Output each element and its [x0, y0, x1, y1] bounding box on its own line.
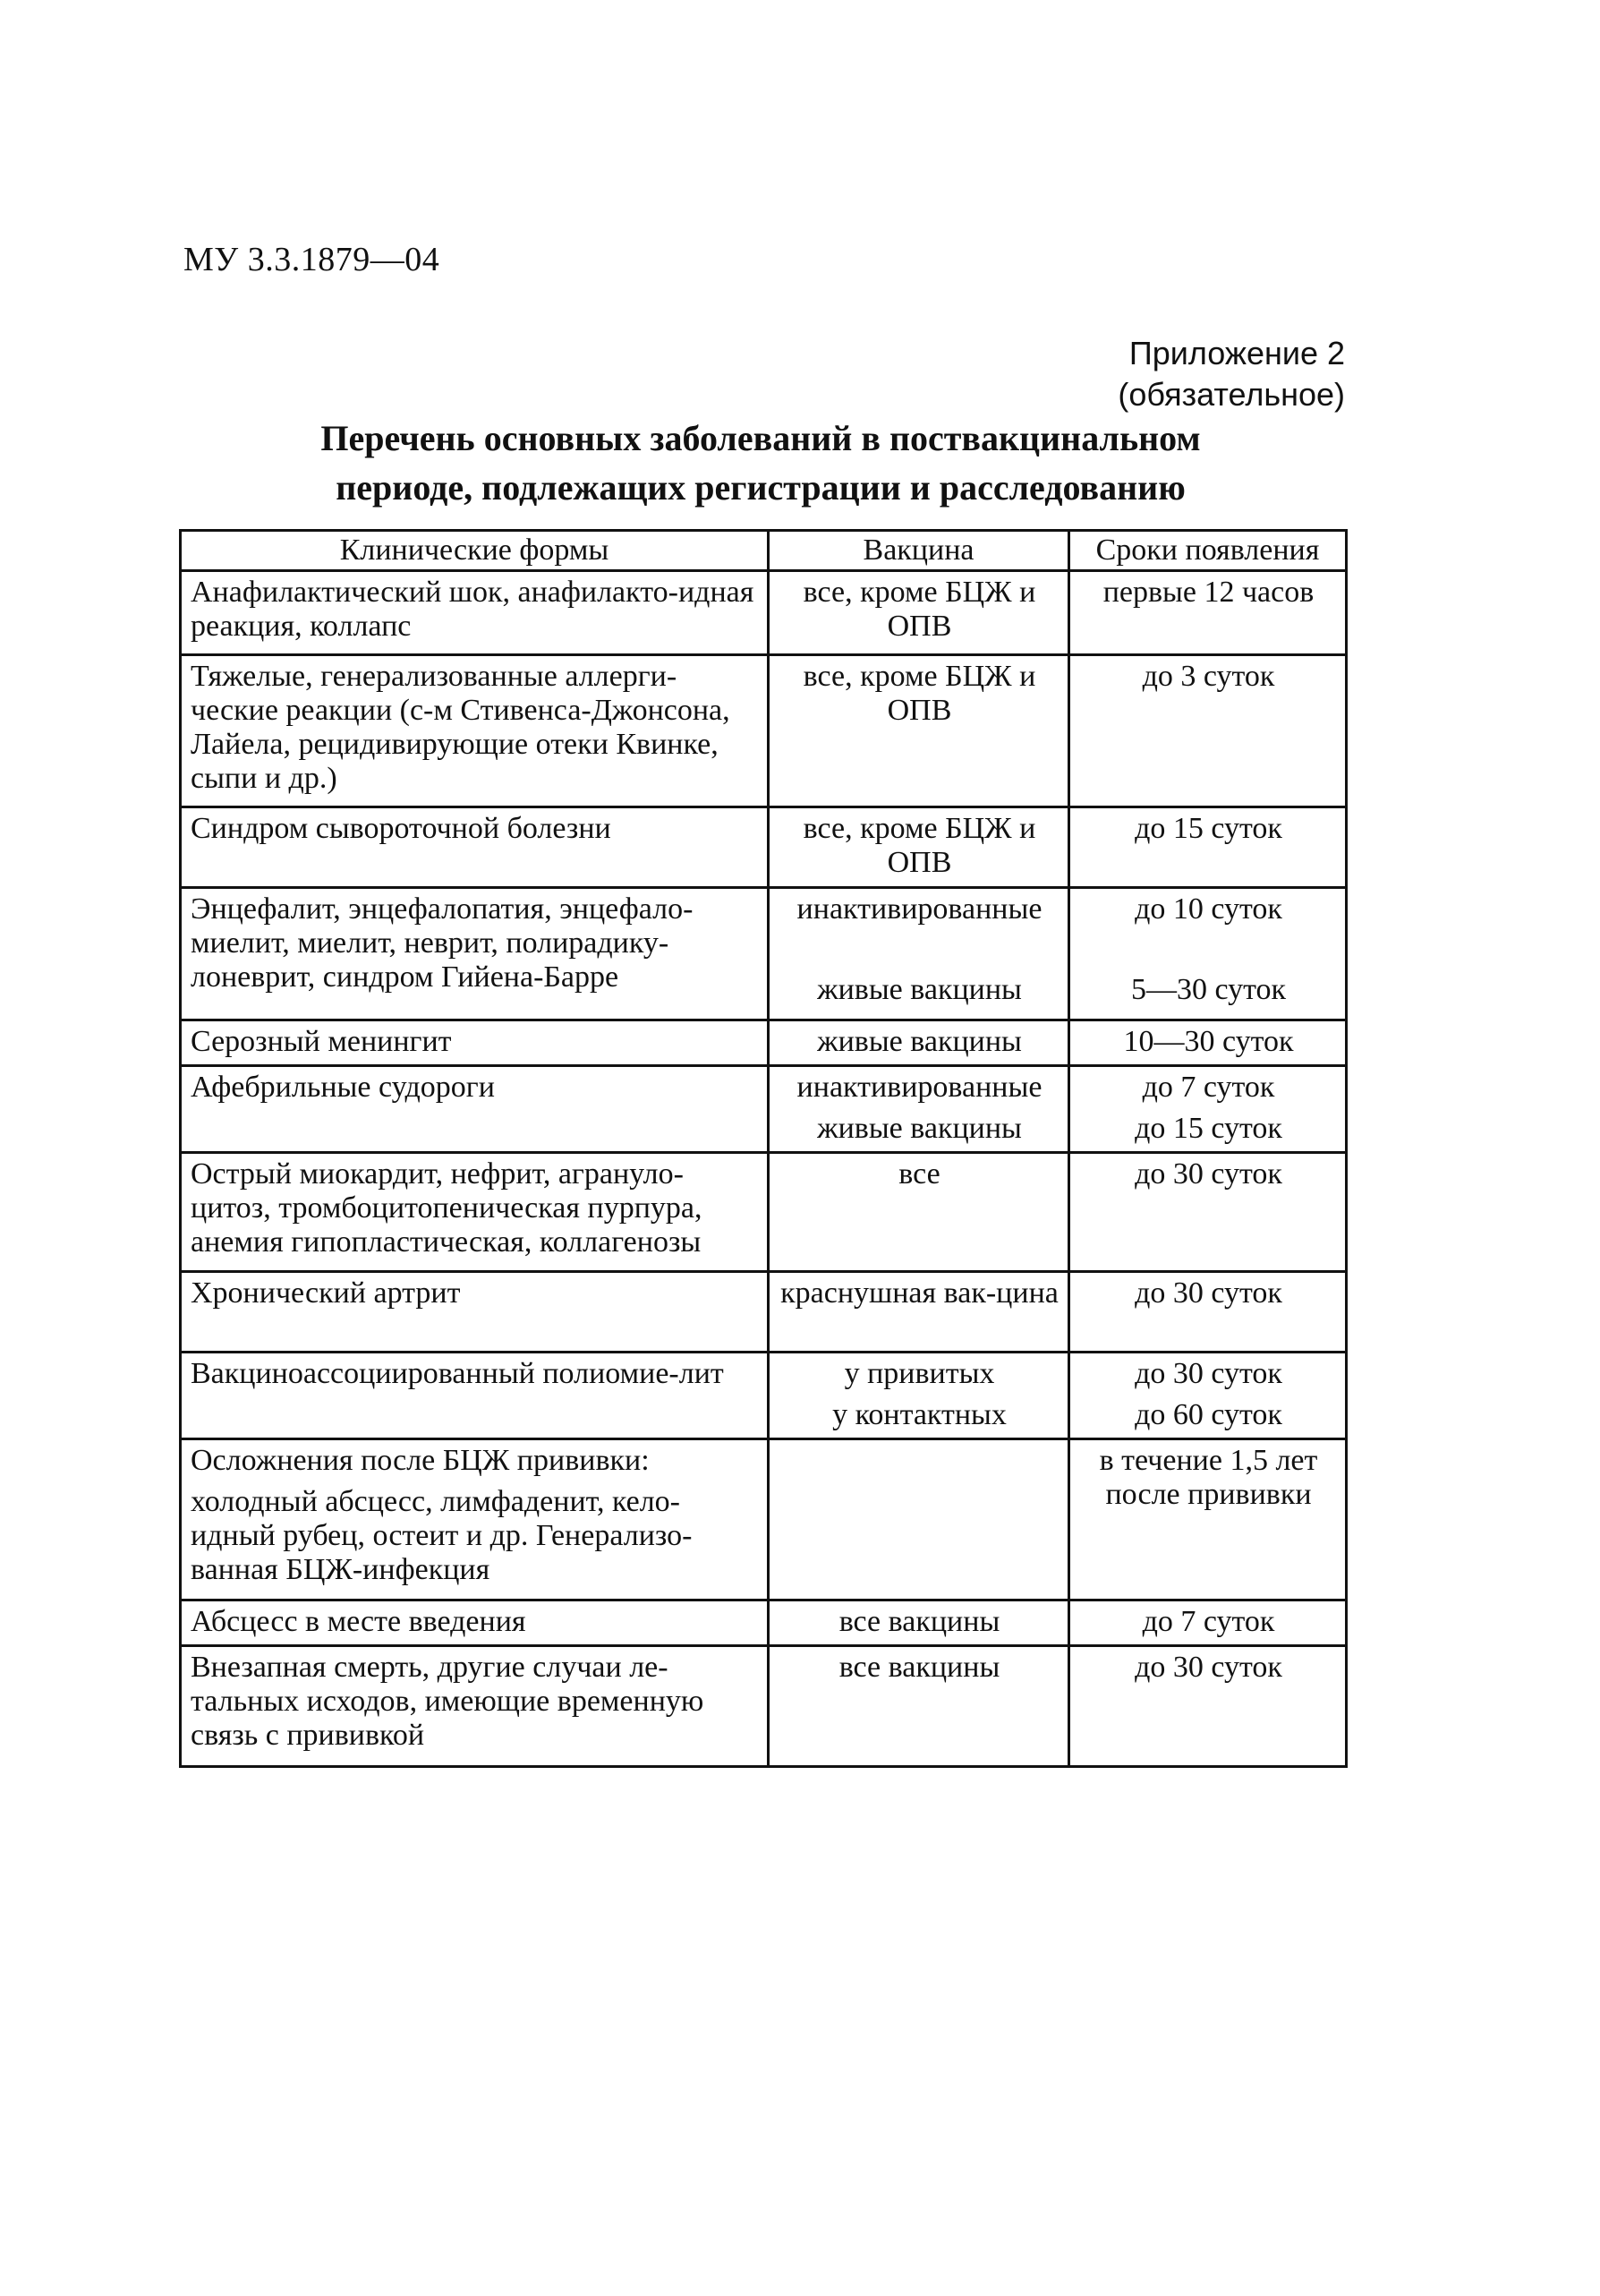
- column-header-vaccine: Вакцина: [769, 531, 1069, 571]
- column-header-forms: Клинические формы: [181, 531, 769, 571]
- table-row: [181, 1272, 1347, 1353]
- form-heading: Осложнения после БЦЖ прививки:: [191, 1444, 650, 1477]
- cell-vaccine: все, кроме БЦЖ и ОПВ: [769, 807, 1069, 888]
- vaccine-inactivated: инактивированные: [796, 892, 1043, 926]
- cell-term: до 30 суток: [1069, 1646, 1347, 1767]
- term-contacts: до 60 суток: [1135, 1398, 1282, 1431]
- cell-term: до 7 суток: [1069, 1600, 1347, 1646]
- cell-form: Энцефалит, энцефалопатия, энцефало-миелит, миелит, неврит, полирадику-лоневрит, синдром Гийена-Барре: [181, 888, 769, 1020]
- cell-vaccine: [769, 1066, 1069, 1153]
- vaccine-contacts: у контактных: [832, 1398, 1007, 1431]
- table-row: [181, 1353, 1347, 1439]
- cell-form: Абсцесс в месте введения: [181, 1600, 769, 1646]
- title-line-2: периоде, подлежащих регистрации и расследованию: [336, 467, 1186, 508]
- column-header-term: Сроки появления: [1069, 531, 1347, 571]
- table-row: [181, 655, 1347, 807]
- appendix-status: (обязательное): [1118, 376, 1345, 413]
- cell-vaccine: [769, 1353, 1069, 1439]
- cell-vaccine: все: [769, 1153, 1069, 1272]
- cell-vaccine: живые вакцины: [769, 1020, 1069, 1066]
- appendix-label: [1118, 333, 1345, 415]
- table-row: [181, 888, 1347, 1020]
- appendix-number: Приложение 2: [1128, 335, 1345, 371]
- cell-vaccine: все, кроме БЦЖ и ОПВ: [769, 571, 1069, 655]
- table-row: [181, 1439, 1347, 1600]
- cell-term: до 30 суток: [1069, 1153, 1347, 1272]
- cell-form: Тяжелые, генерализованные аллерги-ческие реакции (с-м Стивенса-Джонсона, Лайела, рецидивирующие отеки Квинке, сыпи и др.): [181, 655, 769, 807]
- vaccine-live: живые вакцины: [817, 1112, 1022, 1145]
- term-inactivated: до 10 суток: [1135, 892, 1282, 926]
- cell-term: 10—30 суток: [1069, 1020, 1347, 1066]
- table-header-row: [181, 531, 1347, 571]
- table-row: [181, 1066, 1347, 1153]
- form-detail: холодный абсцесс, лимфаденит, кело-идный рубец, остеит и др. Генерализо-ванная БЦЖ-инфекция: [191, 1485, 693, 1586]
- cell-form: Афебрильные судороги: [181, 1066, 769, 1153]
- term-live: 5—30 суток: [1130, 973, 1287, 1006]
- cell-form: Анафилактический шок, анафилакто-идная реакция, коллапс: [181, 571, 769, 655]
- table-row: [181, 1153, 1347, 1272]
- cell-form: Серозный менингит: [181, 1020, 769, 1066]
- term-vaccinated: до 30 суток: [1135, 1357, 1282, 1390]
- term-inactivated: до 7 суток: [1142, 1071, 1275, 1104]
- table-row: [181, 807, 1347, 888]
- table-row: [181, 571, 1347, 655]
- table-row: [181, 1020, 1347, 1066]
- title-line-1: Перечень основных заболеваний в поствакцинальном: [320, 418, 1201, 458]
- cell-form: Внезапная смерть, другие случаи ле-тальных исходов, имеющие временную связь с прививкой: [181, 1646, 769, 1767]
- document-code: МУ 3.3.1879—04: [183, 241, 440, 278]
- cell-vaccine: [769, 888, 1069, 1020]
- registration-table: [179, 529, 1348, 1768]
- cell-term: [1069, 1353, 1347, 1439]
- cell-vaccine: все вакцины: [769, 1600, 1069, 1646]
- vaccine-vaccinated: у привитых: [844, 1357, 995, 1390]
- cell-term: до 3 суток: [1069, 655, 1347, 807]
- cell-form: [181, 1439, 769, 1600]
- cell-vaccine: все вакцины: [769, 1646, 1069, 1767]
- cell-vaccine: краснушная вак-цина: [769, 1272, 1069, 1353]
- table-row: [181, 1600, 1347, 1646]
- cell-form: Вакциноассоциированный полиомие-лит: [181, 1353, 769, 1439]
- vaccine-inactivated: инактивированные: [796, 1071, 1043, 1104]
- cell-term: [1069, 888, 1347, 1020]
- cell-term: в течение 1,5 лет после прививки: [1069, 1439, 1347, 1600]
- table-row: [181, 1646, 1347, 1767]
- cell-form: Острый миокардит, нефрит, агрануло-цитоз, тромбоцитопеническая пурпура, анемия гипопластическая, коллагенозы: [181, 1153, 769, 1272]
- cell-term: до 15 суток: [1069, 807, 1347, 888]
- page-title: [179, 414, 1342, 512]
- cell-term: [1069, 1066, 1347, 1153]
- cell-term: до 30 суток: [1069, 1272, 1347, 1353]
- vaccine-live: живые вакцины: [817, 973, 1022, 1006]
- cell-form: Синдром сывороточной болезни: [181, 807, 769, 888]
- cell-term: первые 12 часов: [1069, 571, 1347, 655]
- cell-form: Хронический артрит: [181, 1272, 769, 1353]
- cell-vaccine: [769, 1439, 1069, 1600]
- cell-vaccine: все, кроме БЦЖ и ОПВ: [769, 655, 1069, 807]
- term-live: до 15 суток: [1135, 1112, 1282, 1145]
